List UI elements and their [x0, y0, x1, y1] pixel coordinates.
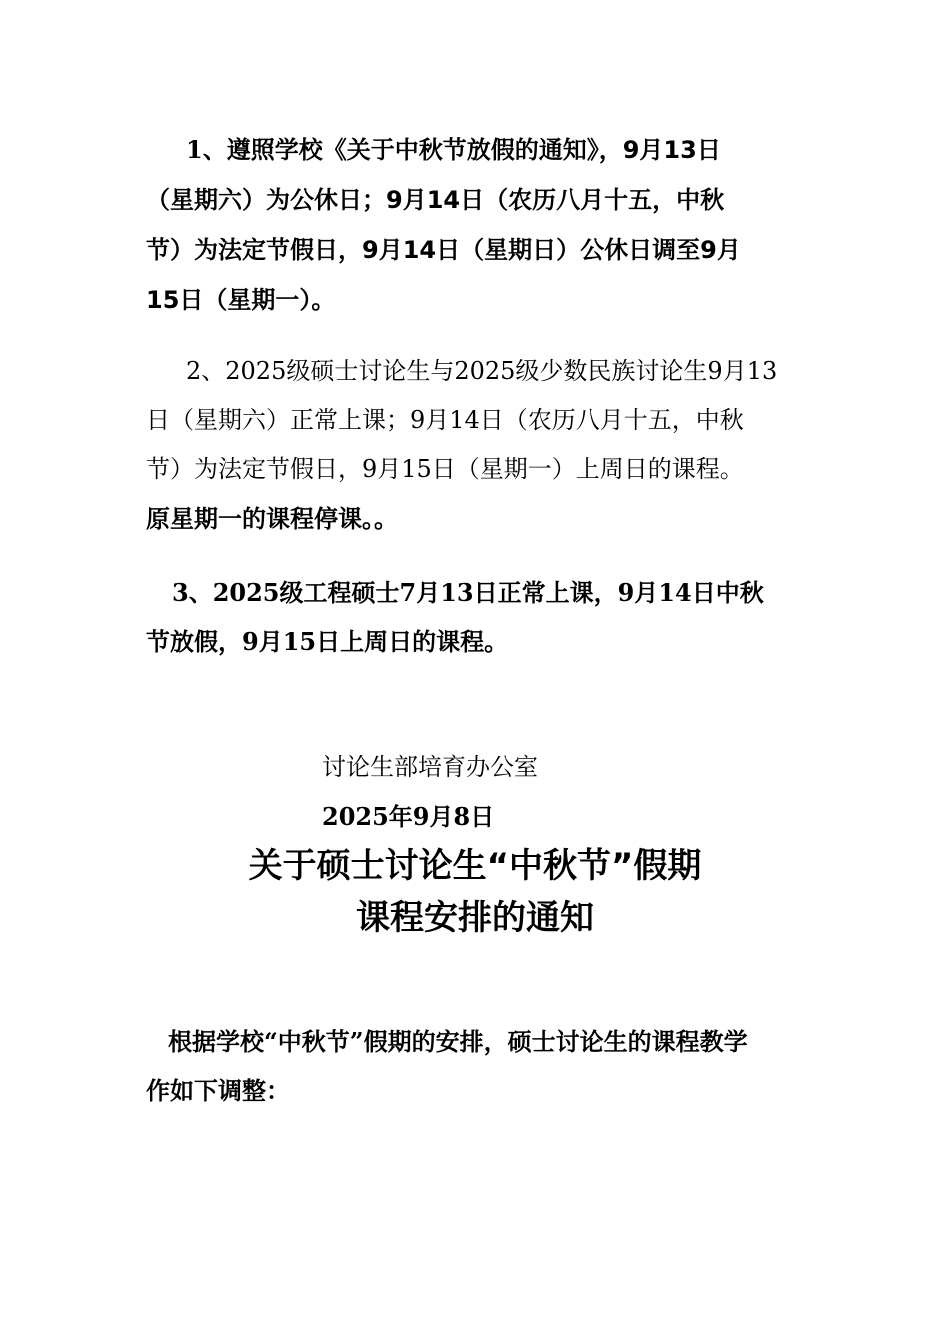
signature-date: 2025年9月8日 [322, 802, 495, 831]
paragraph-2-line-1: 2、2025级硕士讨论生与2025级少数民族讨论生9月13 [186, 357, 778, 385]
paragraph-2-line-3: 节）为法定节假日，9月15日（星期一）上周日的课程。 [146, 455, 744, 483]
paragraph-1 [146, 125, 816, 325]
paragraph-1-line-3: 节）为法定节假日，9月14日（星期日）公休日调至9月 [146, 235, 741, 264]
paragraph-3-line-1: 3、2025级工程硕士7月13日正常上课，9月14日中秋 [172, 578, 764, 607]
paragraph-1-line-4: 15日（星期一）。 [146, 285, 336, 314]
paragraph-2-line-2: 日（星期六）正常上课；9月14日（农历八月十五，中秋 [146, 406, 744, 434]
intro-paragraph [146, 1017, 816, 1115]
paragraph-3 [146, 568, 816, 666]
paragraph-3-line-2: 节放假，9月15日上周日的课程。 [146, 627, 509, 656]
paragraph-1-line-1: 1、遵照学校《关于中秋节放假的通知》，9月13日 [186, 135, 721, 164]
paragraph-2-line-4: 原星期一的课程停课。。 [146, 504, 398, 533]
document-title-line-2: 课程安排的通知 [356, 898, 594, 938]
document-title-line-1: 关于硕士讨论生“中秋节”假期 [248, 846, 702, 886]
signature-org: 讨论生部培育办公室 [322, 753, 538, 781]
paragraph-2 [146, 347, 816, 543]
paragraph-1-line-2: （星期六）为公休日；9月14日（农历八月十五，中秋 [146, 185, 725, 214]
intro-line-1: 根据学校“中秋节”假期的安排，硕士讨论生的课程教学 [168, 1027, 748, 1056]
intro-line-2: 作如下调整： [146, 1076, 290, 1105]
